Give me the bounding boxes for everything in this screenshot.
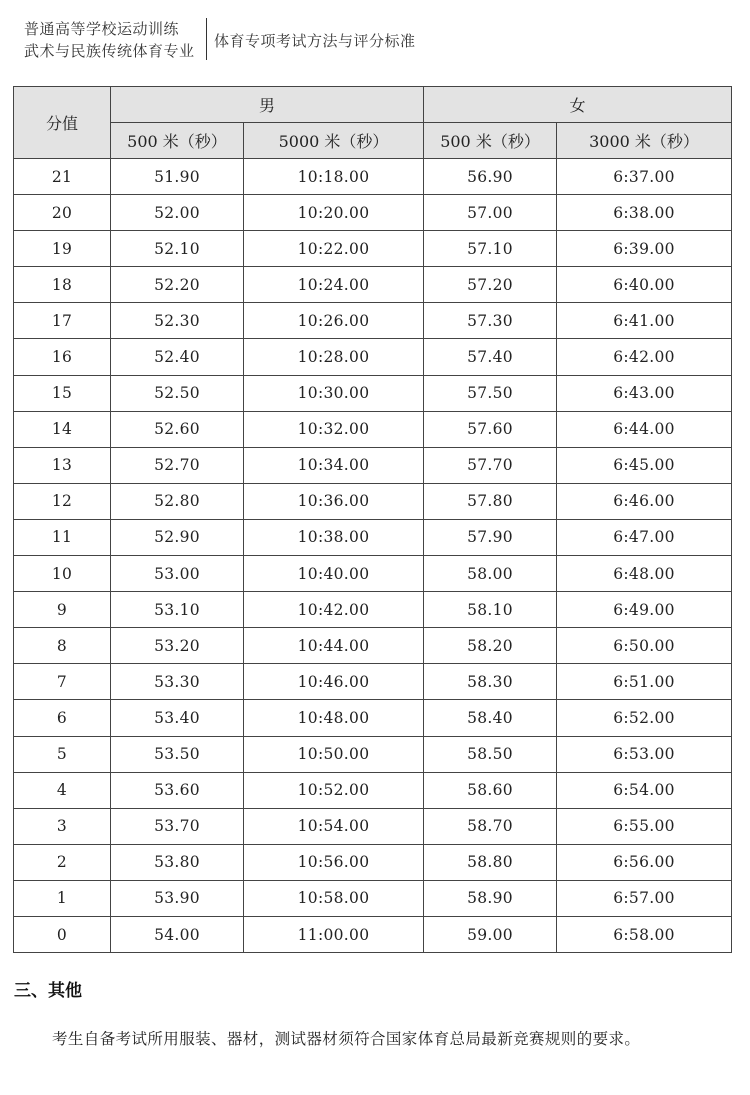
male-5000m-cell: 10:28.00 <box>244 339 424 375</box>
female-500m-cell: 57.30 <box>424 303 557 339</box>
female-500m-cell: 57.70 <box>424 447 557 483</box>
header-row-2 <box>14 123 732 159</box>
section-body-text: 考生自备考试所用服装、器材，测试器材须符合国家体育总局最新竞赛规则的要求。 <box>52 1030 641 1048</box>
table-row <box>14 700 732 736</box>
table-row <box>14 808 732 844</box>
score-cell: 9 <box>14 592 111 628</box>
male-500m-cell: 53.40 <box>111 700 244 736</box>
score-cell: 10 <box>14 556 111 592</box>
score-cell: 12 <box>14 483 111 519</box>
female-3000m-cell: 6:56.00 <box>557 844 732 880</box>
female-3000m-cell: 6:49.00 <box>557 592 732 628</box>
table-row <box>14 772 732 808</box>
table-row <box>14 267 732 303</box>
female-500m-cell: 58.00 <box>424 556 557 592</box>
header-row-1 <box>14 87 732 123</box>
female-3000m-cell: 6:42.00 <box>557 339 732 375</box>
male-5000m-cell: 10:46.00 <box>244 664 424 700</box>
female-3000m-cell: 6:58.00 <box>557 916 732 952</box>
male-5000m-cell: 10:40.00 <box>244 556 424 592</box>
male-500m-cell: 52.00 <box>111 195 244 231</box>
table-row <box>14 375 732 411</box>
male-5000m-cell: 10:48.00 <box>244 700 424 736</box>
male-500m-cell: 53.50 <box>111 736 244 772</box>
female-3000m-cell: 6:44.00 <box>557 411 732 447</box>
male-500m-cell: 54.00 <box>111 916 244 952</box>
score-cell: 15 <box>14 375 111 411</box>
female-3000m-header: 3000 米（秒） <box>557 123 732 159</box>
score-cell: 2 <box>14 844 111 880</box>
male-5000m-cell: 10:30.00 <box>244 375 424 411</box>
male-5000m-cell: 10:18.00 <box>244 159 424 195</box>
female-500m-cell: 57.20 <box>424 267 557 303</box>
score-cell: 20 <box>14 195 111 231</box>
score-cell: 6 <box>14 700 111 736</box>
female-group-header: 女 <box>424 87 732 123</box>
male-500m-cell: 52.60 <box>111 411 244 447</box>
score-cell: 13 <box>14 447 111 483</box>
female-500m-cell: 58.60 <box>424 772 557 808</box>
male-500m-cell: 53.70 <box>111 808 244 844</box>
female-3000m-cell: 6:39.00 <box>557 231 732 267</box>
female-500m-cell: 56.90 <box>424 159 557 195</box>
female-500m-cell: 58.30 <box>424 664 557 700</box>
table-row <box>14 592 732 628</box>
header-left-line1: 普通高等学校运动训练 <box>24 20 180 38</box>
table-row <box>14 159 732 195</box>
score-cell: 11 <box>14 519 111 555</box>
male-500m-cell: 53.80 <box>111 844 244 880</box>
female-500m-cell: 57.50 <box>424 375 557 411</box>
table-row <box>14 231 732 267</box>
female-500m-cell: 57.10 <box>424 231 557 267</box>
female-3000m-cell: 6:54.00 <box>557 772 732 808</box>
male-5000m-cell: 10:54.00 <box>244 808 424 844</box>
female-500m-cell: 58.70 <box>424 808 557 844</box>
score-cell: 18 <box>14 267 111 303</box>
table-row <box>14 411 732 447</box>
male-5000m-cell: 10:44.00 <box>244 628 424 664</box>
male-5000m-cell: 10:50.00 <box>244 736 424 772</box>
male-5000m-cell: 10:38.00 <box>244 519 424 555</box>
female-500m-cell: 58.40 <box>424 700 557 736</box>
table-row <box>14 339 732 375</box>
female-500m-cell: 57.80 <box>424 483 557 519</box>
male-5000m-cell: 10:22.00 <box>244 231 424 267</box>
table-row <box>14 447 732 483</box>
table-row <box>14 519 732 555</box>
score-cell: 21 <box>14 159 111 195</box>
male-500m-cell: 53.30 <box>111 664 244 700</box>
table-row <box>14 483 732 519</box>
female-500m-cell: 57.00 <box>424 195 557 231</box>
female-3000m-cell: 6:53.00 <box>557 736 732 772</box>
table-row <box>14 880 732 916</box>
female-3000m-cell: 6:57.00 <box>557 880 732 916</box>
male-500m-cell: 52.20 <box>111 267 244 303</box>
female-500m-cell: 58.90 <box>424 880 557 916</box>
table-row <box>14 195 732 231</box>
table-row <box>14 916 732 952</box>
section-title-other: 三、其他 <box>14 981 82 1001</box>
female-500m-cell: 58.80 <box>424 844 557 880</box>
male-5000m-cell: 10:52.00 <box>244 772 424 808</box>
female-3000m-cell: 6:37.00 <box>557 159 732 195</box>
header-divider <box>206 18 207 60</box>
male-500m-cell: 53.90 <box>111 880 244 916</box>
male-5000m-cell: 10:20.00 <box>244 195 424 231</box>
male-500m-cell: 52.10 <box>111 231 244 267</box>
score-cell: 1 <box>14 880 111 916</box>
header-left-block <box>24 18 195 62</box>
score-table <box>13 86 732 953</box>
male-500m-cell: 53.60 <box>111 772 244 808</box>
score-cell: 16 <box>14 339 111 375</box>
male-5000m-cell: 10:36.00 <box>244 483 424 519</box>
male-500m-cell: 52.30 <box>111 303 244 339</box>
score-table-body <box>14 159 732 953</box>
male-5000m-cell: 10:32.00 <box>244 411 424 447</box>
table-row <box>14 844 732 880</box>
female-3000m-cell: 6:43.00 <box>557 375 732 411</box>
female-3000m-cell: 6:41.00 <box>557 303 732 339</box>
female-500m-cell: 57.90 <box>424 519 557 555</box>
score-column-header: 分值 <box>14 87 111 159</box>
male-5000m-cell: 10:24.00 <box>244 267 424 303</box>
male-500m-cell: 53.00 <box>111 556 244 592</box>
score-cell: 17 <box>14 303 111 339</box>
score-cell: 3 <box>14 808 111 844</box>
female-3000m-cell: 6:55.00 <box>557 808 732 844</box>
male-500m-header: 500 米（秒） <box>111 123 244 159</box>
male-group-header: 男 <box>111 87 424 123</box>
table-row <box>14 303 732 339</box>
female-3000m-cell: 6:52.00 <box>557 700 732 736</box>
header-left-line2: 武术与民族传统体育专业 <box>24 42 195 60</box>
male-500m-cell: 52.80 <box>111 483 244 519</box>
female-3000m-cell: 6:40.00 <box>557 267 732 303</box>
male-5000m-cell: 10:42.00 <box>244 592 424 628</box>
male-5000m-cell: 11:00.00 <box>244 916 424 952</box>
score-table-head <box>14 87 732 159</box>
male-5000m-cell: 10:26.00 <box>244 303 424 339</box>
female-500m-header: 500 米（秒） <box>424 123 557 159</box>
table-row <box>14 664 732 700</box>
female-3000m-cell: 6:47.00 <box>557 519 732 555</box>
male-5000m-header: 5000 米（秒） <box>244 123 424 159</box>
female-500m-cell: 57.60 <box>424 411 557 447</box>
score-cell: 5 <box>14 736 111 772</box>
female-500m-cell: 58.50 <box>424 736 557 772</box>
male-500m-cell: 53.20 <box>111 628 244 664</box>
male-500m-cell: 52.70 <box>111 447 244 483</box>
female-500m-cell: 58.20 <box>424 628 557 664</box>
female-3000m-cell: 6:45.00 <box>557 447 732 483</box>
female-3000m-cell: 6:38.00 <box>557 195 732 231</box>
male-500m-cell: 52.50 <box>111 375 244 411</box>
table-row <box>14 736 732 772</box>
score-cell: 14 <box>14 411 111 447</box>
page-header <box>0 0 750 66</box>
male-500m-cell: 52.90 <box>111 519 244 555</box>
header-right-title: 体育专项考试方法与评分标准 <box>214 32 416 50</box>
female-3000m-cell: 6:46.00 <box>557 483 732 519</box>
score-cell: 0 <box>14 916 111 952</box>
female-3000m-cell: 6:51.00 <box>557 664 732 700</box>
female-500m-cell: 57.40 <box>424 339 557 375</box>
male-5000m-cell: 10:58.00 <box>244 880 424 916</box>
male-500m-cell: 52.40 <box>111 339 244 375</box>
male-5000m-cell: 10:56.00 <box>244 844 424 880</box>
score-cell: 4 <box>14 772 111 808</box>
score-cell: 8 <box>14 628 111 664</box>
female-3000m-cell: 6:48.00 <box>557 556 732 592</box>
female-500m-cell: 59.00 <box>424 916 557 952</box>
male-5000m-cell: 10:34.00 <box>244 447 424 483</box>
male-500m-cell: 53.10 <box>111 592 244 628</box>
male-500m-cell: 51.90 <box>111 159 244 195</box>
table-row <box>14 628 732 664</box>
female-3000m-cell: 6:50.00 <box>557 628 732 664</box>
female-500m-cell: 58.10 <box>424 592 557 628</box>
score-cell: 7 <box>14 664 111 700</box>
score-cell: 19 <box>14 231 111 267</box>
table-row <box>14 556 732 592</box>
